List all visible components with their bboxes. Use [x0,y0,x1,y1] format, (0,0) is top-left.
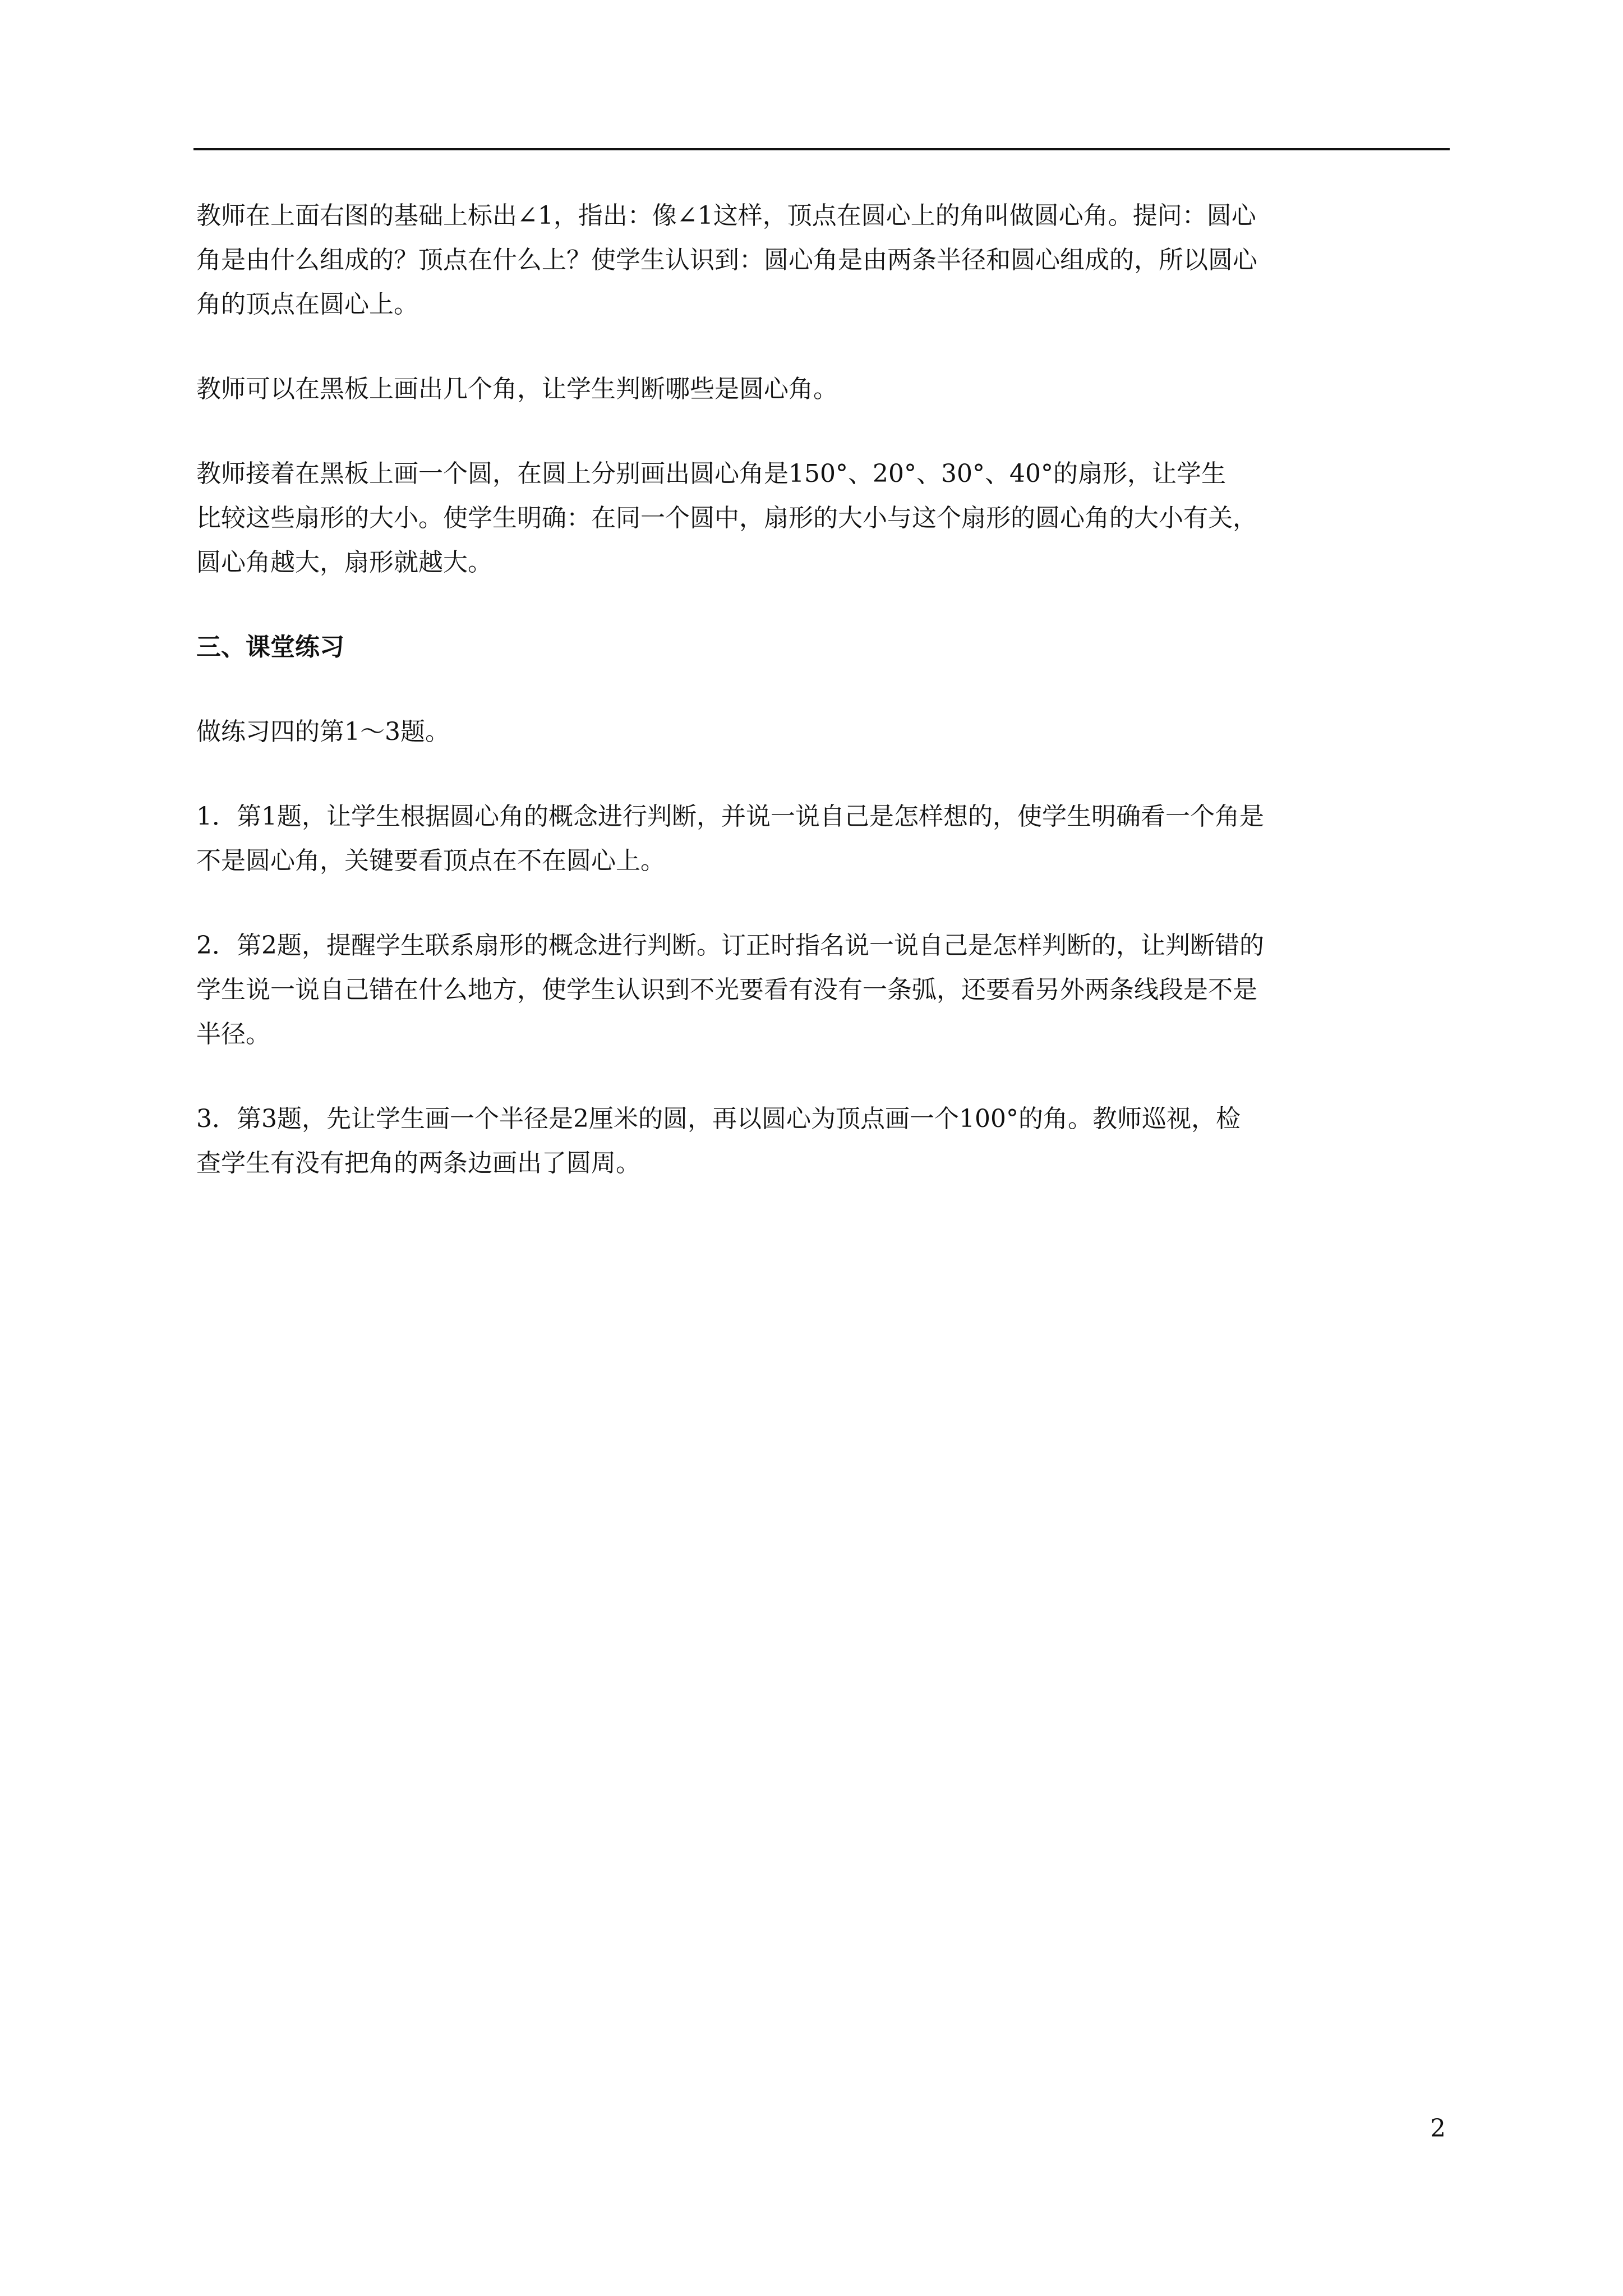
paragraph-sector-comparison [196,452,1458,585]
list-item-exercise-2 [196,923,1458,1056]
list-item-exercise-3 [196,1097,1458,1185]
list-item-exercise-1 [196,794,1458,883]
paragraph-central-angle-definition [196,194,1458,326]
heading-text: 三、课堂练习 [196,633,344,661]
paragraph-exercise-intro [196,710,1458,754]
text-line: 2．第2题，提醒学生联系扇形的概念进行判断。订正时指名说一说自己是怎样判断的，让判断错的 [196,931,1264,960]
text-line: 圆心角越大，扇形就越大。 [196,548,492,577]
document-body [196,194,1458,1226]
section-heading-classroom-practice [196,625,1458,669]
text-line: 比较这些扇形的大小。使学生明确：在同一个圆中，扇形的大小与这个扇形的圆心角的大小有关， [196,504,1257,532]
header-rule [193,148,1450,150]
paragraph-blackboard-angles [196,367,1458,411]
text-line: 做练习四的第1～3题。 [196,717,450,746]
text-line: 查学生有没有把角的两条边画出了圆周。 [196,1149,640,1177]
text-line: 角的顶点在圆心上。 [196,290,418,319]
page-number: 2 [1430,2114,1446,2143]
text-line: 角是由什么组成的？顶点在什么上？使学生认识到：圆心角是由两条半径和圆心组成的，所以圆心 [196,246,1257,274]
text-line: 教师接着在黑板上画一个圆，在圆上分别画出圆心角是150°、20°、30°、40°的扇形，让学生 [196,459,1226,488]
text-line: 教师在上面右图的基础上标出∠1，指出：像∠1这样，顶点在圆心上的角叫做圆心角。提问：圆心 [196,201,1256,230]
text-line: 3．第3题，先让学生画一个半径是2厘米的圆，再以圆心为顶点画一个100°的角。教师巡视，检 [196,1105,1241,1133]
text-line: 半径。 [196,1020,270,1048]
text-line: 学生说一说自己错在什么地方，使学生认识到不光要看有没有一条弧，还要看另外两条线段是不是 [196,976,1257,1004]
text-line: 教师可以在黑板上画出几个角，让学生判断哪些是圆心角。 [196,375,838,403]
text-line: 1．第1题，让学生根据圆心角的概念进行判断，并说一说自己是怎样想的，使学生明确看一个角是 [196,802,1264,831]
text-line: 不是圆心角，关键要看顶点在不在圆心上。 [196,846,665,875]
